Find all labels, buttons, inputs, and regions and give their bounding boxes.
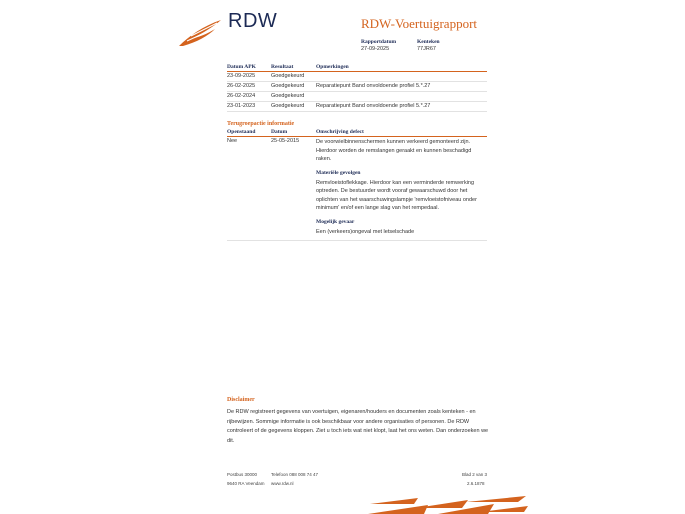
- decorative-stripes-icon: [368, 496, 528, 514]
- apk-cell-remarks: [316, 72, 487, 82]
- plate-value: 77JR67: [417, 46, 436, 52]
- apk-cell-date: 23-01-2023: [227, 102, 271, 112]
- danger-text: Een (verkeers)ongeval met letselschade: [316, 228, 415, 235]
- apk-cell-remarks: Reparatiepunt Band onvoldoende profiel 5.*.27: [316, 102, 487, 112]
- table-row: [227, 82, 487, 92]
- footer-website: www.rdw.nl: [271, 481, 294, 486]
- table-row: [227, 72, 487, 82]
- recall-cell-open: Nee: [227, 137, 271, 241]
- apk-cell-date: 26-02-2024: [227, 92, 271, 102]
- disclaimer-text: De RDW registreert gegevens van voertuigen, eigenaren/houders en documenten zoals kenteken - en rijbewijzen. Sommige informatie is ook beschikbaar voor andere organisaties of personen. De RDW controleert of de gegevens kloppen. Ziet u toch iets wat niet klopt, laat het ons weten. Dan onderzoeken we dit.: [227, 409, 489, 444]
- recall-cell-description: [316, 137, 487, 241]
- report-date-label: Rapportdatum: [361, 39, 397, 45]
- apk-header-result: Resultaat: [271, 64, 316, 72]
- danger-label: Mogelijk gevaar: [316, 218, 355, 225]
- apk-table-header: [227, 64, 487, 72]
- recall-title: Terugroepactie informatie: [227, 121, 295, 127]
- apk-cell-remarks: Reparatiepunt Band onvoldoende profiel 5.*.27: [316, 82, 487, 92]
- footer-code: 2.6.1878: [467, 481, 485, 486]
- apk-cell-result: Goedgekeurd: [271, 92, 316, 102]
- recall-table-header: [227, 129, 487, 137]
- report-title: RDW-Voertuigrapport: [361, 16, 478, 31]
- apk-cell-result: Goedgekeurd: [271, 102, 316, 112]
- consequences-label: Materiële gevolgen: [316, 169, 361, 176]
- plate-label: Kenteken: [417, 39, 440, 45]
- consequences-text: Remvloeistoflekkage. Hierdoor kan een verminderde remwerking optreden. De bestuurder wordt vooraf gewaarschuwd door het oplichten van het waarschuwingslampje 'remvloeistofniveau onder minimum' en/of een lange slag van het rempedaal.: [316, 179, 477, 211]
- table-row: [227, 102, 487, 112]
- recall-header-open: Openstaand: [227, 129, 271, 137]
- recall-cell-date: 25-05-2015: [271, 137, 316, 241]
- apk-cell-remarks: [316, 92, 487, 102]
- footer-city: 9640 RA Veendam: [227, 481, 265, 486]
- recall-table: [227, 129, 487, 241]
- recall-header-description: Omschrijving defect: [316, 129, 487, 137]
- table-row: [227, 137, 487, 241]
- apk-header-remarks: Opmerkingen: [316, 64, 487, 72]
- apk-cell-date: 26-02-2025: [227, 82, 271, 92]
- footer-phone: Telefoon 088 008 74 47: [271, 472, 319, 477]
- disclaimer-title: Disclaimer: [227, 397, 255, 403]
- recall-header-date: Datum: [271, 129, 316, 137]
- rdw-logo-icon: [177, 18, 223, 48]
- table-row: [227, 92, 487, 102]
- report-date-value: 27-09-2025: [361, 46, 390, 52]
- apk-table: [227, 64, 487, 112]
- footer-postbus: Postbus 30000: [227, 472, 258, 477]
- apk-cell-result: Goedgekeurd: [271, 82, 316, 92]
- recall-description: De voorwielbinnenschermen kunnen verkeerd gemonteerd zijn. Hierdoor worden de remslangen geraakt en kunnen beschadigd raken.: [316, 139, 472, 162]
- brand-name: RDW: [228, 10, 278, 32]
- footer-page-number: Blad 2 van 3: [462, 472, 488, 477]
- apk-cell-date: 23-09-2025: [227, 72, 271, 82]
- apk-header-date: Datum APK: [227, 64, 271, 72]
- apk-cell-result: Goedgekeurd: [271, 72, 316, 82]
